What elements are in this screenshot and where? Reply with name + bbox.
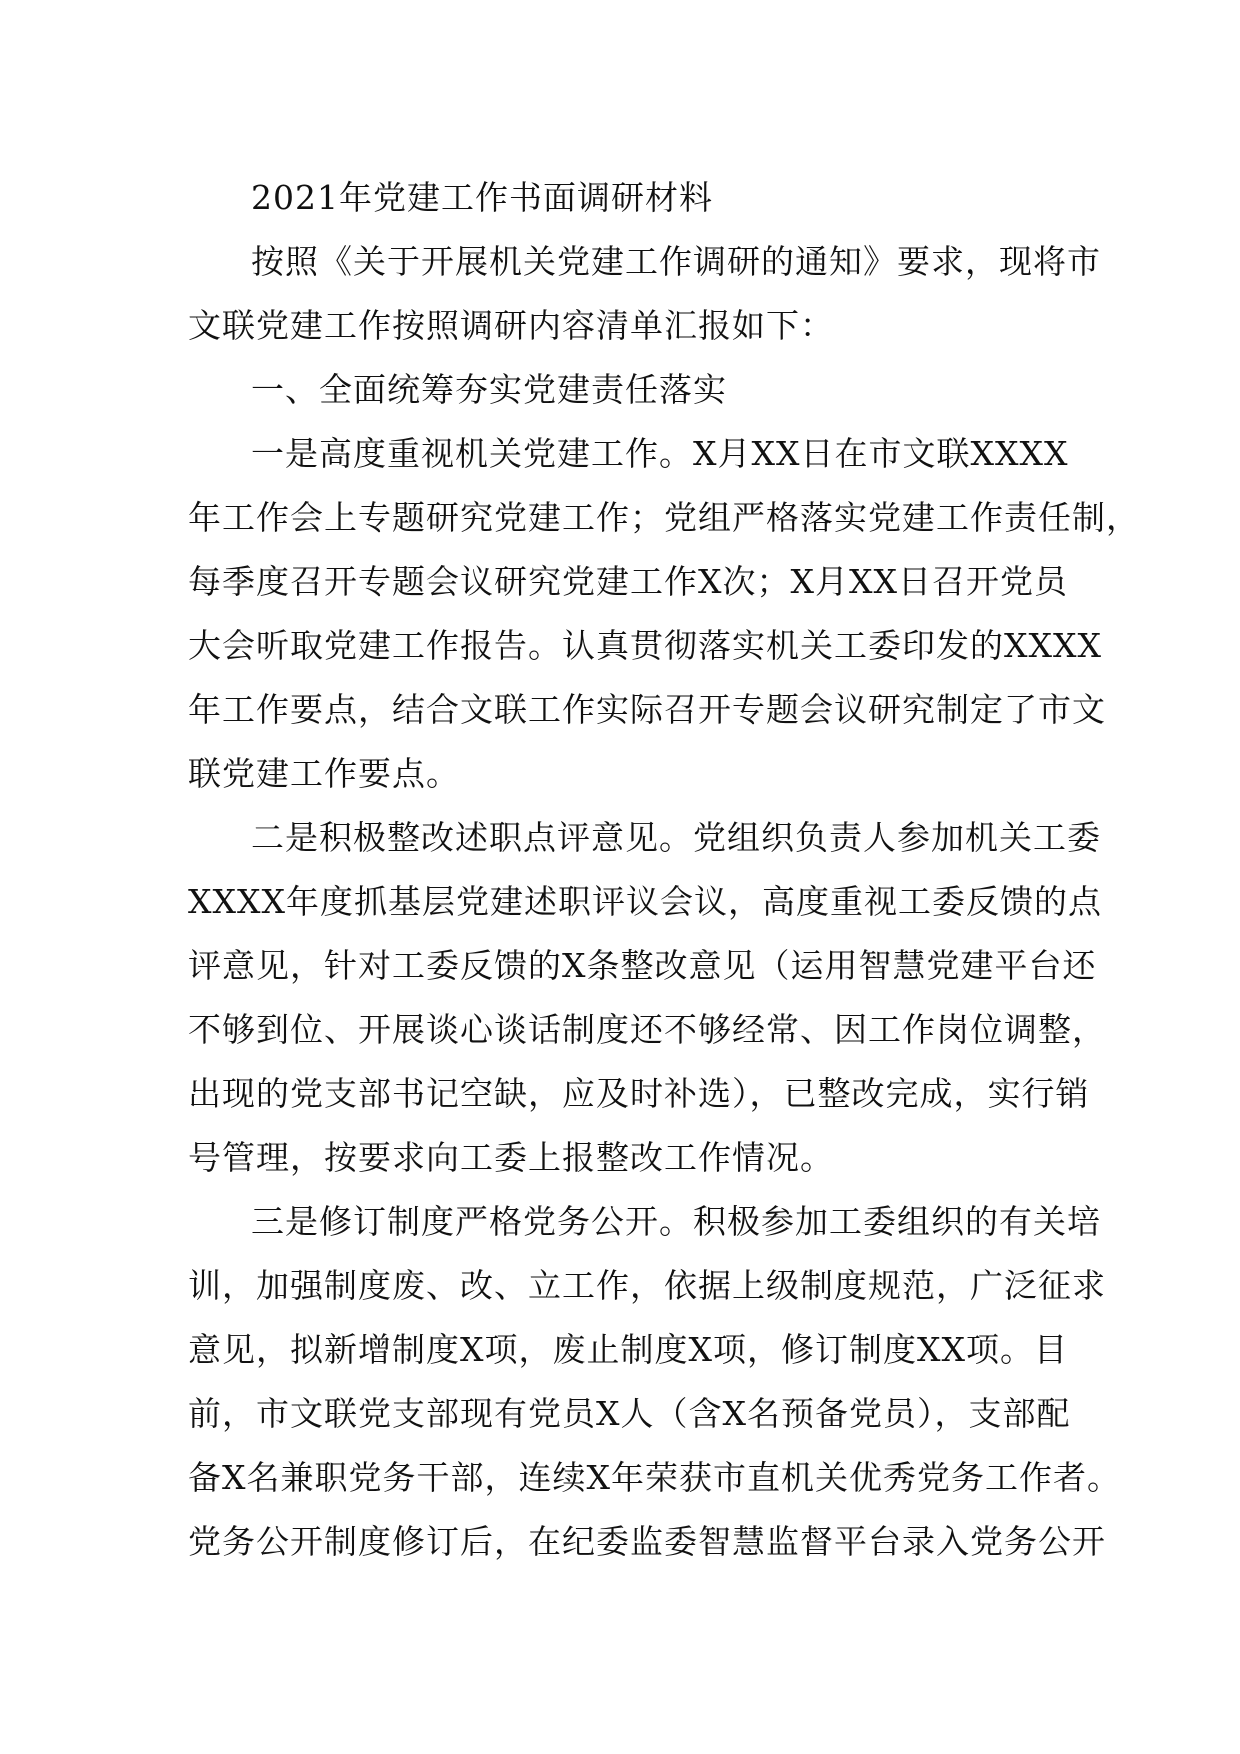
paragraph-line: 年工作要点，结合文联工作实际召开专题会议研究制定了市文: [188, 690, 1106, 729]
intro-line: 文联党建工作按照调研内容清单汇报如下：: [188, 306, 834, 345]
paragraph-line: 联党建工作要点。: [188, 754, 460, 793]
paragraph-line: 前，市文联党支部现有党员X人（含X名预备党员），支部配: [188, 1394, 1071, 1433]
paragraph-line: 评意见，针对工委反馈的X条整改意见（运用智慧党建平台还: [188, 946, 1097, 985]
document-title: 2021年党建工作书面调研材料: [251, 178, 713, 217]
paragraph-line: 年工作会上专题研究党建工作；党组严格落实党建工作责任制，: [188, 498, 1140, 537]
paragraph-line: 三是修订制度严格党务公开。积极参加工委组织的有关培: [251, 1202, 1101, 1241]
paragraph-line: 党务公开制度修订后，在纪委监委智慧监督平台录入党务公开: [188, 1522, 1106, 1561]
paragraph-line: 不够到位、开展谈心谈话制度还不够经常、因工作岗位调整，: [188, 1010, 1106, 1049]
intro-line: 按照《关于开展机关党建工作调研的通知》要求，现将市: [251, 242, 1101, 281]
document-body: [188, 166, 1140, 1574]
paragraph-line: 一是高度重视机关党建工作。X月XX日在市文联XXXX: [251, 434, 1069, 473]
paragraph-line: 意见，拟新增制度X项，废止制度X项，修订制度XX项。目: [188, 1330, 1068, 1369]
paragraph-line: 每季度召开专题会议研究党建工作X次；X月XX日召开党员: [188, 562, 1068, 601]
paragraph-line: 大会听取党建工作报告。认真贯彻落实机关工委印发的XXXX: [188, 626, 1102, 665]
paragraph-line: 训，加强制度废、改、立工作，依据上级制度规范，广泛征求: [188, 1266, 1106, 1305]
section-heading: 一、全面统筹夯实党建责任落实: [251, 370, 727, 409]
paragraph-line: XXXX年度抓基层党建述职评议会议，高度重视工委反馈的点: [188, 882, 1102, 921]
paragraph-line: 出现的党支部书记空缺，应及时补选），已整改完成，实行销: [188, 1074, 1090, 1113]
paragraph-line: 二是积极整改述职点评意见。党组织负责人参加机关工委: [251, 818, 1101, 857]
paragraph-line: 号管理，按要求向工委上报整改工作情况。: [188, 1138, 834, 1177]
paragraph-line: 备X名兼职党务干部，连续X年荣获市直机关优秀党务工作者。: [188, 1458, 1121, 1497]
